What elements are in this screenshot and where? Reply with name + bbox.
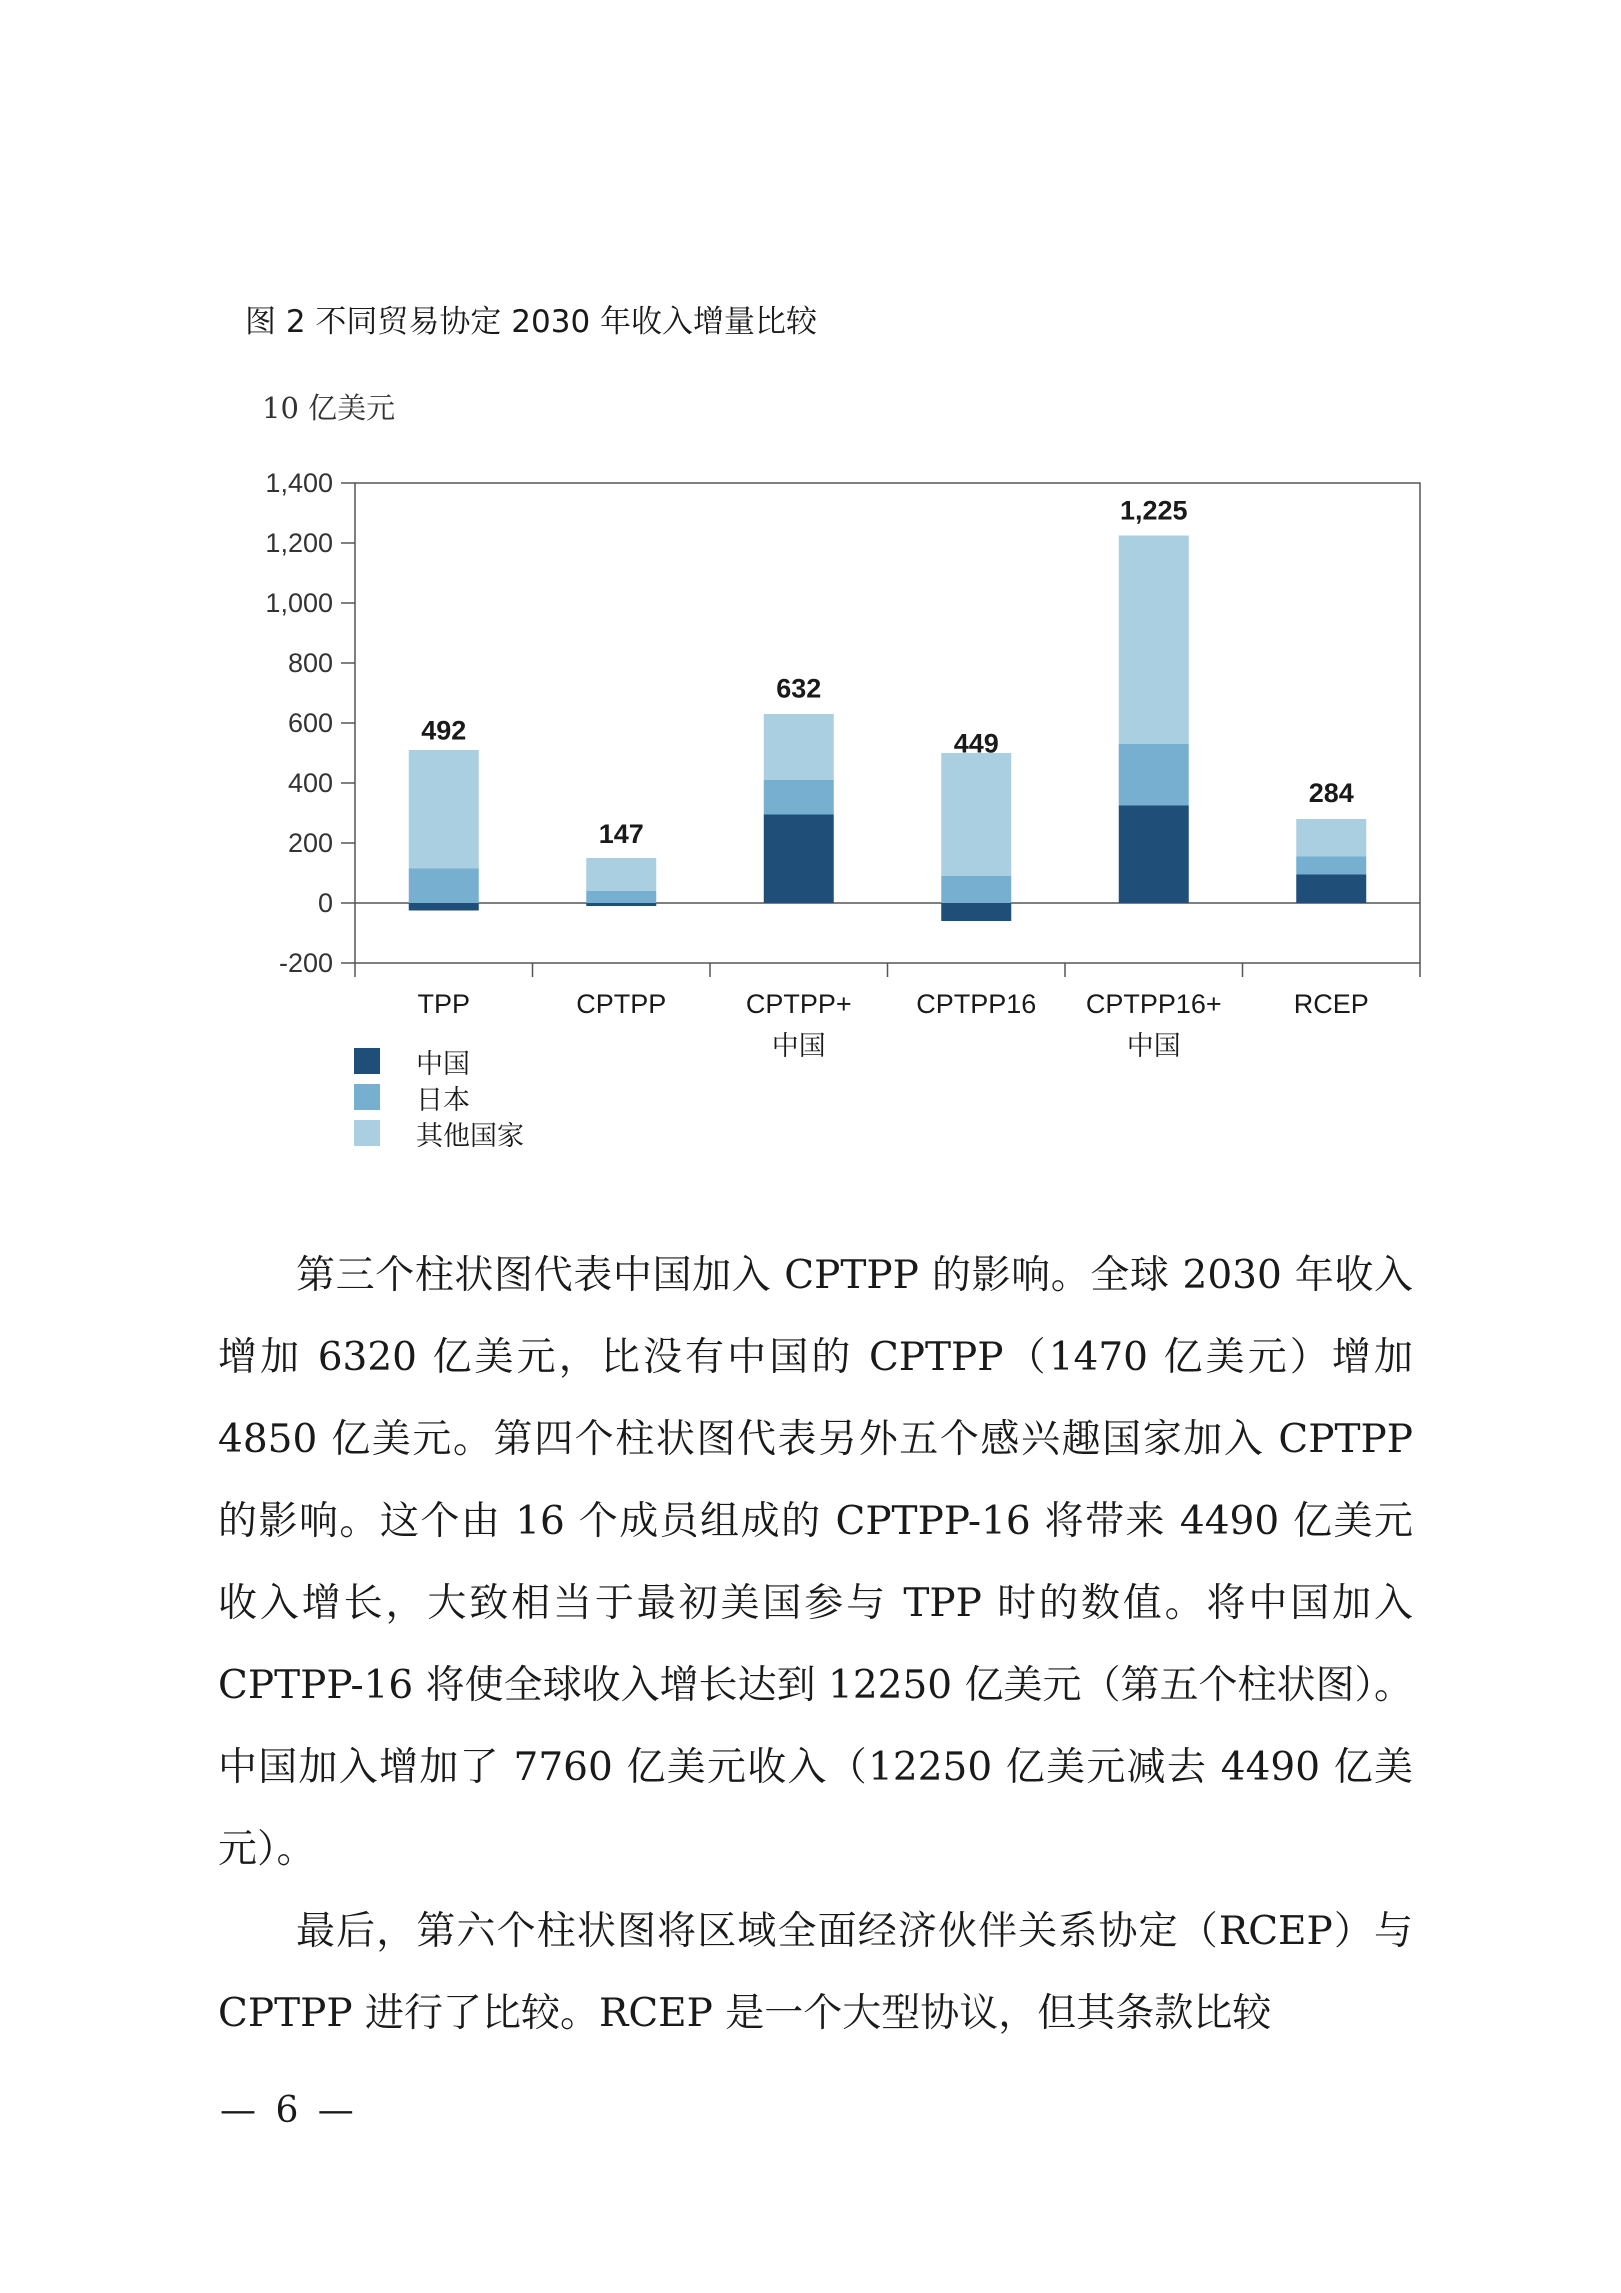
bar-segment bbox=[764, 780, 834, 815]
legend-item-china bbox=[354, 1043, 524, 1079]
bar-total-label: 147 bbox=[598, 818, 644, 849]
y-tick-label: 200 bbox=[287, 828, 333, 858]
bar-segment bbox=[1296, 857, 1366, 875]
y-tick-label: 0 bbox=[317, 888, 333, 918]
stacked-bar-chart bbox=[220, 455, 1440, 1075]
y-tick-label: 600 bbox=[287, 708, 333, 738]
y-axis-unit-label: 10 亿美元 bbox=[262, 391, 396, 425]
bar-segment bbox=[586, 903, 656, 906]
x-category-label: CPTPP bbox=[576, 989, 667, 1019]
figure-title: 图 2 不同贸易协定 2030 年收入增量比较 bbox=[245, 304, 818, 340]
legend-label-japan: 日本 bbox=[416, 1084, 470, 1116]
legend-swatch-china bbox=[354, 1048, 380, 1074]
bar-total-label: 1,225 bbox=[1119, 495, 1188, 526]
y-tick-label: 800 bbox=[287, 648, 333, 678]
bar-segment bbox=[764, 815, 834, 904]
legend-label-others: 其他国家 bbox=[416, 1120, 524, 1152]
y-tick-label: 1,000 bbox=[265, 588, 333, 618]
bar-segment bbox=[1296, 819, 1366, 857]
paragraph-2: 最后，第六个柱状图将区域全面经济伙伴关系协定（RCEP）与 CPTPP 进行了比较。RCEP 是一个大型协议，但其条款比较 bbox=[218, 1909, 1413, 2036]
paragraph-1: 第三个柱状图代表中国加入 CPTPP 的影响。全球 2030 年收入增加 6320 亿美元，比没有中国的 CPTPP（1470 亿美元）增加 4850 亿美元。第四个柱状图代表另外五个感兴趣国家加入 CPTPP 的影响。这个由 16 个成员组成的 CPTPP-16 将带来 4490 亿美元收入增长，大致相当于最初美国参与 TPP 时的数值。将中国加入 CPTPP-16 将使全球收入增长达到 12250 亿美元（第五个柱状图）。中国加入增加了 7760 亿美元收入（12250 亿美元减去 4490 亿美元）。 bbox=[218, 1253, 1414, 1872]
bar-segment bbox=[941, 876, 1011, 903]
plot-frame bbox=[355, 483, 1420, 963]
y-tick-label: -200 bbox=[278, 948, 333, 978]
legend-label-china: 中国 bbox=[416, 1048, 470, 1080]
page-number: — 6 — bbox=[220, 2090, 358, 2131]
legend-item-japan bbox=[354, 1079, 524, 1115]
bar-segment bbox=[586, 891, 656, 903]
bar-total-label: 492 bbox=[421, 715, 467, 746]
legend-swatch-japan bbox=[354, 1084, 380, 1110]
bar-total-label: 449 bbox=[953, 728, 999, 759]
x-category-label-line2: 中国 bbox=[771, 1031, 826, 1061]
bar-segment bbox=[409, 750, 479, 869]
legend-item-others bbox=[354, 1115, 524, 1151]
x-category-label: TPP bbox=[417, 989, 471, 1019]
chart-labels bbox=[417, 496, 1368, 1062]
bar-segment bbox=[1119, 744, 1189, 806]
y-tick-label: 1,200 bbox=[265, 528, 333, 558]
bar-segment bbox=[409, 869, 479, 904]
body-text bbox=[218, 1235, 1413, 2055]
legend-swatch-others bbox=[354, 1120, 380, 1146]
x-category-label: CPTPP16 bbox=[916, 989, 1037, 1019]
x-category-label: CPTPP+ bbox=[745, 989, 852, 1019]
bar-total-label: 284 bbox=[1308, 777, 1354, 808]
bar-segment bbox=[1296, 875, 1366, 904]
bar-segment bbox=[941, 753, 1011, 876]
bar-segment bbox=[764, 714, 834, 780]
bar-segment bbox=[1119, 806, 1189, 904]
chart-legend bbox=[354, 1043, 524, 1151]
y-tick-label: 400 bbox=[287, 768, 333, 798]
bar-segment bbox=[1119, 536, 1189, 745]
bar-total-label: 632 bbox=[776, 673, 822, 704]
x-category-label: RCEP bbox=[1293, 989, 1369, 1019]
bar-segment bbox=[586, 858, 656, 891]
bar-segment bbox=[409, 903, 479, 911]
y-tick-label: 1,400 bbox=[265, 468, 333, 498]
x-category-label: CPTPP16+ bbox=[1085, 989, 1222, 1019]
chart-bars bbox=[409, 536, 1367, 922]
x-category-label-line2: 中国 bbox=[1126, 1031, 1181, 1061]
bar-segment bbox=[941, 903, 1011, 921]
